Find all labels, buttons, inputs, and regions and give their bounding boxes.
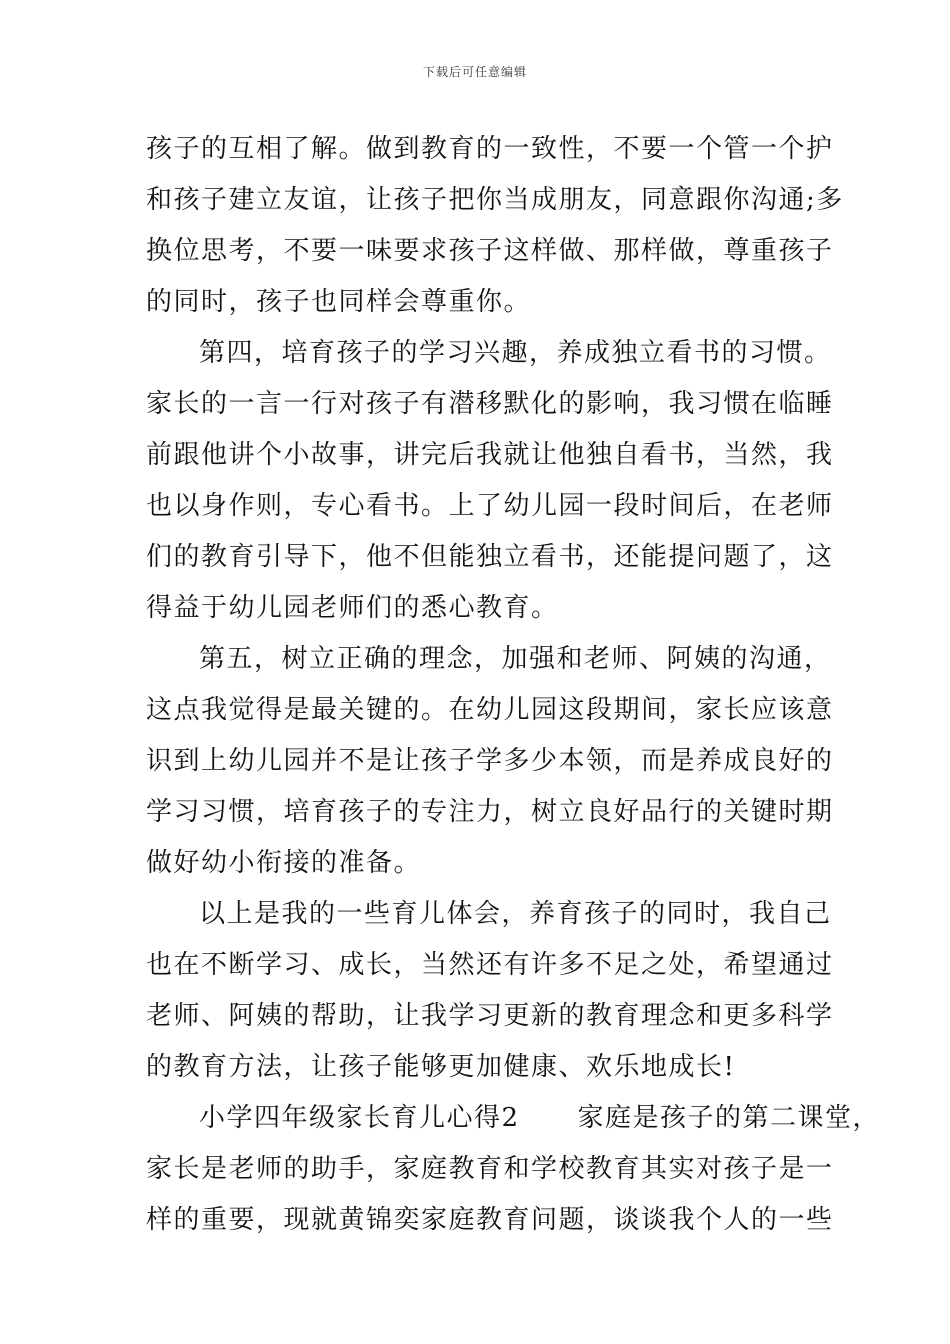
body-line: 们的教育引导下，他不但能独立看书，还能提问题了，这 [146,542,834,572]
body-line: 也以身作则，专心看书。上了幼儿园一段时间后，在老师 [146,491,834,521]
page-header: 下载后可任意编辑 [422,65,527,79]
body-line: 这点我觉得是最关键的。在幼儿园这段期间，家长应该意 [146,695,834,725]
paragraph-start-line: 第四，培育孩子的学习兴趣，养成独立看书的习惯。 [199,338,832,368]
body-line: 样的重要，现就黄锦奕家庭教育问题，谈谈我个人的一些 [146,1205,834,1235]
document-body [146,124,881,1246]
section-title: 小学四年级家长育儿心得2 [199,1103,520,1133]
paragraph-start-line: 第五，树立正确的理念，加强和老师、阿姨的沟通， [199,644,832,674]
body-line: 老师、阿姨的帮助，让我学习更新的教育理念和更多科学 [146,1001,834,1031]
body-line: 的同时，孩子也同样会尊重你。 [146,287,532,317]
body-line: 学习习惯，培育孩子的专注力，树立良好品行的关键时期 [146,797,834,827]
body-line: 的教育方法，让孩子能够更加健康、欢乐地成长! [146,1052,736,1082]
section-title-line [146,1093,881,1144]
body-line: 孩子的互相了解。做到教育的一致性，不要一个管一个护 [146,134,834,164]
body-line: 做好幼小衔接的准备。 [146,848,422,878]
body-line: 前跟他讲个小故事，讲完后我就让他独自看书，当然，我 [146,440,834,470]
section-first-sentence: 家庭是孩子的第二课堂， [577,1103,881,1133]
body-line: 得益于幼儿园老师们的悉心教育。 [146,593,559,623]
body-line: 家长是老师的助手，家庭教育和学校教育其实对孩子是一 [146,1154,834,1184]
body-line: 也在不断学习、成长，当然还有许多不足之处，希望通过 [146,950,834,980]
body-line: 和孩子建立友谊，让孩子把你当成朋友，同意跟你沟通;多 [146,185,844,215]
paragraph-start-line: 以上是我的一些育儿体会，养育孩子的同时，我自己 [199,899,832,929]
body-line: 识到上幼儿园并不是让孩子学多少本领，而是养成良好的 [146,746,834,776]
body-line: 家长的一言一行对孩子有潜移默化的影响，我习惯在临睡 [146,389,834,419]
body-line: 换位思考，不要一味要求孩子这样做、那样做，尊重孩子 [146,236,834,266]
